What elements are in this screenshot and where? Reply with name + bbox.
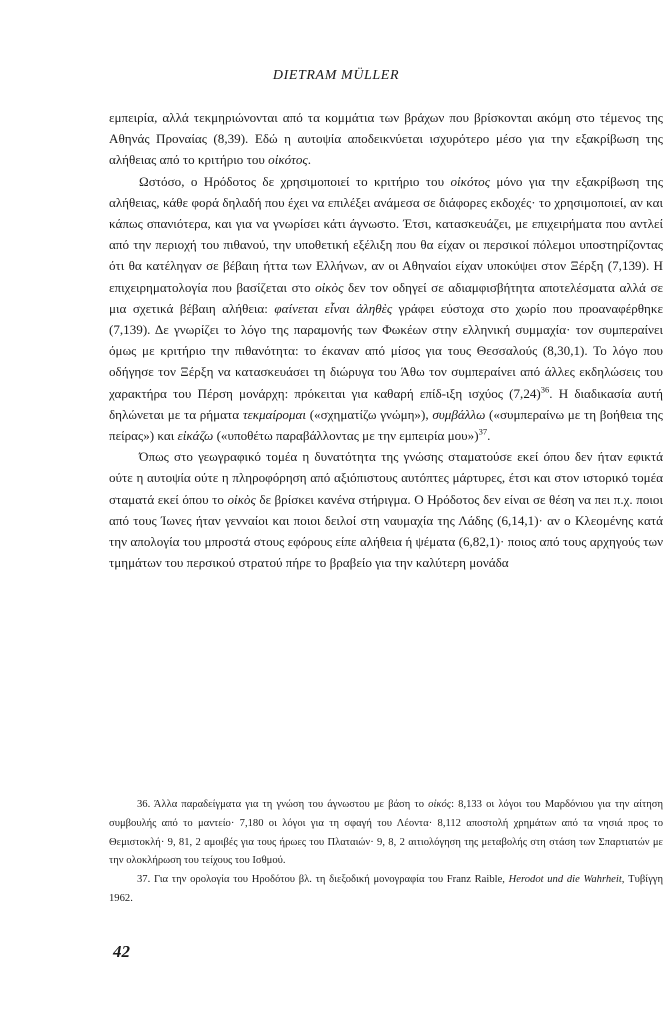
- text-run: : 8,133 οι λόγοι του Μαρδόνιου για την αίτηση συμβουλής από το μαντείο· 7,180 οι λόγοι για τη σφαγή του Λέοντα· 8,112 αποστολή χρημάτων από τα νησιά προς το Θεμιστοκλή· 9, 81, 2 αμοιβές για τους ήρωες του Πλαταιών· 9, 8, 2 αιτιολόγηση της μεταβολής στη στάση των Σπαρτιατών με την ολοκλήρωση του τείχους του Ισθμού.: [109, 799, 663, 867]
- text-run: δεν τον οδηγεί σε αδιαμφισβήτητα αποτελέσματα αλλά σε μια σχετικά βέβαιη αλήθεια:: [109, 279, 663, 316]
- footnote-ref: 36: [540, 384, 550, 395]
- body-text: [109, 107, 663, 573]
- text-run: . Η διαδικασία αυτή δηλώνεται με τα ρήματα: [109, 385, 663, 422]
- text-run: .: [307, 152, 311, 168]
- paragraph: [109, 107, 663, 171]
- italic-term: Herodot und die Wahrheit,: [508, 874, 625, 886]
- text-run: («σχηματίζω γνώμη»),: [306, 406, 433, 422]
- italic-term: οἰκὸς: [227, 491, 256, 507]
- text-run: μόνο για την εξακρίβωση της αλήθειας, κάθε φορά δηλαδή που έχει να επιλέξει ανάμεσα σε διάφορες εκδοχές· το χρησιμοποιεί, αν και κάπως σπανιότερα, και για να γνωρίσει κάτι άγνωστο. Έτσι, κατασκευάζει, με επιχειρήματα που αντλεί από την περιοχή του πιθανού, την υποθετική εξέλιξη που θα είχαν οι περσικοί πόλεμοι υποστηρίζοντας ότι θα κατέληγαν σε βέβαιη ήττα των Ελλήνων, αν οι Αθηναίοι είχαν υποκύψει στον Ξέρξη (7,139). Η επιχειρηματολογία που βασίζεται στο: [109, 173, 664, 295]
- text-run: γράφει εύστοχα στο χωρίο που προαναφέρθηκε (7,139). Δε γνωρίζει το λόγο της παραμονής των Φωκέων στην ελληνική συμμαχία· τον συμπεραίνει όμως με κριτήριο την πιθανότητα: το έκαναν από μίσος για τους Θεσσαλούς (8,30,1). Το λόγο που οδήγησε τον Ξέρξη να κατασκευάσει τη διώρυγα του Άθω τον συμπεραίνει από άλλες εκδηλώσεις του χαρακτήρα του Πέρση μονάρχη: πρόκειται για καθαρή επίδ-ιξη ισχύος (7,24): [109, 300, 663, 401]
- italic-term: τεκμαίρομαι: [242, 406, 306, 422]
- italic-term: οἰκότος: [450, 173, 491, 189]
- footnotes: [109, 796, 663, 909]
- italic-term: φαίνεται εἶναι ἀληθὲς: [274, 300, 393, 316]
- text-run: 37. Για την ορολογία του Ηροδότου βλ. τη διεξοδική μονογραφία του Franz Raible,: [137, 874, 509, 886]
- italic-term: οἰκός: [428, 799, 452, 810]
- text-run: δε βρίσκει κανένα στήριγμα. Ο Ηρόδοτος δεν είναι σε θέση να πει π.χ. ποιοι από τους Ίωνες ήταν γενναίοι και ποιοι δειλοί στη ναυμαχία της Λάδης (6,14,1)· αν ο Κλεομένης κατά την απολογία του μπροστά στους εφόρους είπε αλήθεια ή ψέματα (6,82,1)· ποιος από τους αρχηγούς των τμημάτων του περσικού στρατού πήρε το βραβείο για την καλύτερη μονάδα: [109, 491, 663, 571]
- text-run: 36. Άλλα παραδείγματα για τη γνώση του άγνωστου με βάση το: [137, 799, 429, 810]
- paragraph: [109, 446, 663, 573]
- footnote: [109, 796, 663, 871]
- page-number: 42: [113, 942, 130, 961]
- text-run: («υποθέτω παραβάλλοντας με την εμπειρία μου»): [213, 428, 479, 444]
- footnote: [109, 871, 663, 909]
- text-run: .: [487, 428, 491, 444]
- text-run: Όπως στο γεωγραφικό τομέα η δυνατότητα της γνώσης σταματούσε εκεί όπου δεν ήταν εφικτά ούτε η αυτοψία ούτε η πληροφόρηση από αξιόπιστους αυτόπτες μάρτυρες, έτσι και στον ιστορικό τομέα σταματά εκεί όπου το: [109, 449, 663, 507]
- italic-term: οἰκότος: [268, 152, 308, 168]
- text-run: («συμπεραίνω με τη βοήθεια της πείρας») και: [109, 406, 663, 444]
- text-run: Ωστόσο, ο Ηρόδοτος δε χρησιμοποιεί το κριτήριο του: [139, 173, 451, 189]
- footnote-ref: 37: [478, 426, 488, 437]
- paragraph: [109, 171, 663, 447]
- running-head: DIETRAM MÜLLER: [272, 68, 400, 83]
- italic-term: εἰκάζω: [177, 428, 214, 444]
- text-run: εμπειρία, αλλά τεκμηριώνονται από τα κομμάτια των βράχων που βρίσκονται ακόμη στο τέμενος της Αθηνάς Προναίας (8,39). Εδώ η αυτοψία αποδεικνύεται ισχυρότερο μέσο για την εξακρίβωση της αλήθειας από το κριτήριο του: [109, 110, 663, 168]
- italic-term: οἰκὸς: [315, 279, 344, 295]
- text-run: Τυβίγγη 1962.: [109, 874, 664, 904]
- italic-term: συμβάλλω: [432, 406, 486, 422]
